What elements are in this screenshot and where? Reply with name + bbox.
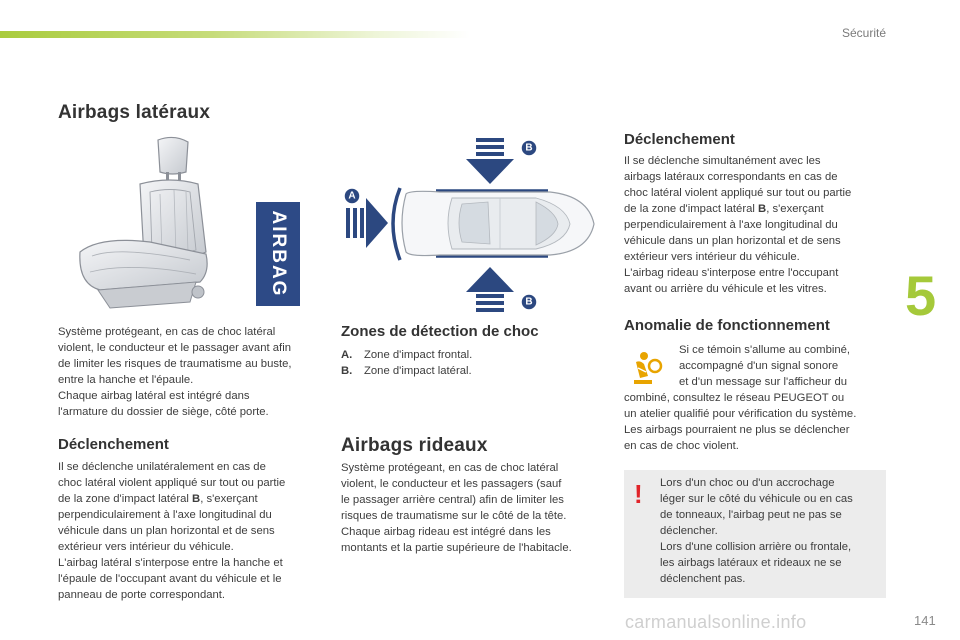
list-item: B. Zone d'impact latéral. [341,365,472,377]
heading-declenchement-left: Déclenchement [58,436,169,453]
warning-note-box [624,470,886,598]
label-b-bottom: B [525,296,533,308]
warning-note-text: Lors d'un choc ou d'un accrochage léger sur le côté du véhicule ou en cas de tonneaux, l'airbag peut ne pas se déclencher. Lors d'une collision arrière ou frontale, les airbags latéraux et rideaux ne se déclenchent pas. [660,477,853,585]
car-top-view-icon [340,132,600,315]
zones-list [341,347,472,379]
seat-icon [70,132,305,314]
watermark: carmanualsonline.info [625,612,807,632]
airbag-label: AIRBAG [267,210,289,298]
anomalie-text: combiné, consultez le réseau PEUGEOT ou un atelier qualifié pour vérification du système. Les airbags pourraient ne plus se déclencher en cas de choc violent. [624,392,857,452]
label-b-top: B [525,142,533,154]
heading-anomalie: Anomalie de fonctionnement [624,317,830,334]
airbags-rideaux-description: Système protégeant, en cas de choc latéral violent, le conducteur et les passagers (sauf le passager arrière central) afin de limiter les risques de traumatisme sur le côté de la tête. Chaque airbag rideau est intégré dans les montants et la partie supérieure de l'habitacle. [341,462,572,554]
arrow-a [346,198,388,248]
heading-zones-detection: Zones de détection de choc [341,323,539,340]
heading-declenchement-right: Déclenchement [624,131,735,148]
declenchement-left-text: Il se déclenche unilatéralement en cas de choc latéral violent appliqué sur tout ou partie de la zone d'impact latéral B, s'exerçant perpendiculairement à l'axe longitudinal du véhicule dans un plan horizontal et de sens extérieur vers intérieur du véhicule. L'airbag latéral s'interpose entre la hanche et l'épaule de l'occupant avant du véhicule et le panneau de porte correspondant. [58,461,286,601]
label-a: A [348,190,356,202]
exclamation-icon: ! [634,479,643,509]
airbags-lateraux-description: Système protégeant, en cas de choc latéral violent, le conducteur et le passager avant afin de limiter les risques de traumatisme au buste, entre la hanche et l'épaule. Chaque airbag latéral est intégré dans l'armature du dossier de siège, côté porte. [58,326,292,418]
seat-illustration [70,132,305,314]
section-title: Sécurité [841,26,886,40]
header-accent-bar [0,31,470,38]
page-number: 141 [914,613,936,628]
anomalie-indented-text: Si ce témoin s'allume au combiné, accompagné d'un signal sonore et d'un message sur l'afficheur du [679,344,851,388]
chapter-number: 5 [905,264,937,327]
arrow-b-top [466,138,514,184]
heading-airbags-lateraux: Airbags latéraux [58,102,211,123]
airbag-warning-icon [628,350,664,386]
declenchement-right-text: Il se déclenche simultanément avec les airbags latéraux correspondants en cas de choc latéral violent appliqué sur tout ou partie de la zone d'impact latéral B, s'exerçant perpendiculairement à l'axe longitudinal du véhicule dans un plan horizontal et de sens extérieur vers intérieur du véhicule. L'airbag rideau s'interpose entre l'occupant avant ou arrière du véhicule et les vitres. [624,155,852,295]
heading-airbags-rideaux: Airbags rideaux [341,435,488,456]
arrow-b-bottom [466,267,514,312]
list-item: A. Zone d'impact frontal. [341,349,473,361]
impact-zones-diagram [340,132,600,315]
